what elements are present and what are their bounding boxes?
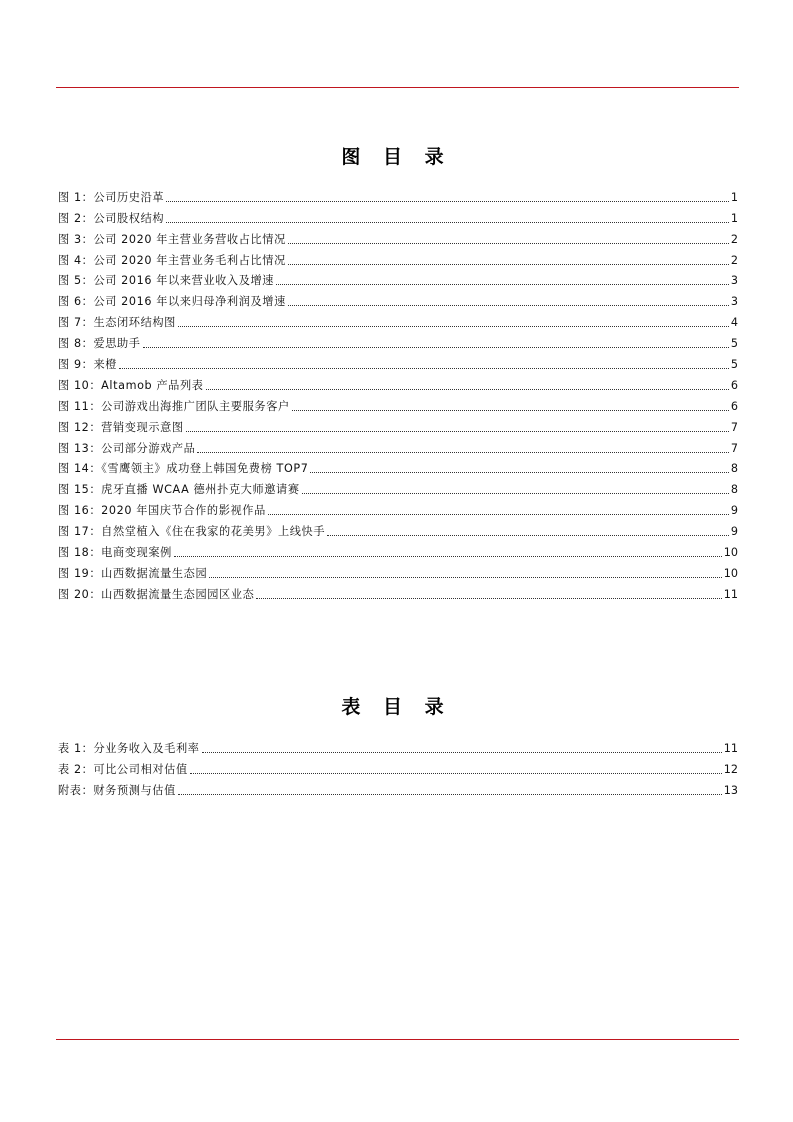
figure-entry-label: 图 10：Altamob 产品列表 bbox=[58, 378, 204, 392]
figure-entry[interactable] bbox=[58, 288, 738, 309]
dot-leader bbox=[288, 305, 729, 306]
tables-list bbox=[58, 735, 738, 798]
footer-rule bbox=[56, 1039, 739, 1040]
dot-leader bbox=[178, 794, 722, 795]
figure-entry[interactable] bbox=[58, 372, 738, 393]
dot-leader bbox=[119, 368, 729, 369]
table-entry-page-number: 11 bbox=[723, 741, 738, 755]
figure-entry-label: 图 20：山西数据流量生态园园区业态 bbox=[58, 587, 255, 601]
dot-leader bbox=[202, 752, 722, 753]
dot-leader bbox=[190, 773, 722, 774]
figure-entry-page-number: 1 bbox=[730, 211, 738, 225]
dot-leader bbox=[327, 535, 729, 536]
figure-entry-page-number: 1 bbox=[730, 190, 738, 204]
tables-heading: 表 目 录 bbox=[341, 696, 452, 718]
figure-entry-label: 图 8：爱思助手 bbox=[58, 337, 141, 351]
figure-entry[interactable] bbox=[58, 393, 738, 414]
dot-leader bbox=[178, 326, 729, 327]
table-entry-label: 表 2：可比公司相对估值 bbox=[58, 762, 188, 776]
figure-entry-label: 图 6：公司 2016 年以来归母净利润及增速 bbox=[58, 295, 286, 309]
dot-leader bbox=[166, 222, 729, 223]
figure-entry[interactable] bbox=[58, 560, 738, 581]
figure-entry-label: 图 19：山西数据流量生态园 bbox=[58, 566, 208, 580]
dot-leader bbox=[186, 431, 729, 432]
figure-entry-page-number: 5 bbox=[730, 358, 738, 372]
figure-entry[interactable] bbox=[58, 226, 738, 247]
figures-list bbox=[58, 184, 738, 602]
figure-entry[interactable] bbox=[58, 581, 738, 602]
figure-entry[interactable] bbox=[58, 309, 738, 330]
figure-entry-page-number: 4 bbox=[730, 316, 738, 330]
dot-leader bbox=[209, 577, 721, 578]
figure-entry[interactable] bbox=[58, 497, 738, 518]
figure-entry-page-number: 9 bbox=[730, 525, 738, 539]
table-entry-page-number: 12 bbox=[723, 762, 738, 776]
figure-entry-label: 图 13：公司部分游戏产品 bbox=[58, 441, 196, 455]
dot-leader bbox=[302, 493, 729, 494]
figure-entry-label: 图 12：营销变现示意图 bbox=[58, 420, 184, 434]
figure-entry[interactable] bbox=[58, 205, 738, 226]
table-entry-label: 附表：财务预测与估值 bbox=[58, 783, 176, 797]
figure-entry-label: 图 1：公司历史沿革 bbox=[58, 190, 165, 204]
dot-leader bbox=[166, 201, 729, 202]
figure-entry[interactable] bbox=[58, 268, 738, 289]
dot-leader bbox=[174, 556, 722, 557]
figure-entry-page-number: 5 bbox=[730, 337, 738, 351]
dot-leader bbox=[143, 347, 729, 348]
figure-entry-label: 图 9：来橙 bbox=[58, 358, 118, 372]
figure-entry[interactable] bbox=[58, 184, 738, 205]
figure-entry-page-number: 9 bbox=[730, 504, 738, 518]
figure-entry-label: 图 3：公司 2020 年主营业务营收占比情况 bbox=[58, 232, 286, 246]
figure-entry-page-number: 2 bbox=[730, 253, 738, 267]
dot-leader bbox=[256, 598, 721, 599]
dot-leader bbox=[197, 452, 728, 453]
dot-leader bbox=[268, 514, 729, 515]
table-entry[interactable] bbox=[58, 777, 738, 798]
figure-entry[interactable] bbox=[58, 330, 738, 351]
figure-entry[interactable] bbox=[58, 476, 738, 497]
dot-leader bbox=[276, 284, 729, 285]
dot-leader bbox=[288, 243, 729, 244]
figure-entry-page-number: 2 bbox=[730, 232, 738, 246]
figure-entry-page-number: 3 bbox=[730, 274, 738, 288]
dot-leader bbox=[288, 264, 729, 265]
figure-entry[interactable] bbox=[58, 435, 738, 456]
figure-entry[interactable] bbox=[58, 247, 738, 268]
figure-entry-page-number: 7 bbox=[730, 441, 738, 455]
figure-entry-page-number: 6 bbox=[730, 378, 738, 392]
figure-entry-label: 图 14：《雪鹰领主》成功登上韩国免费榜 TOP7 bbox=[58, 462, 309, 476]
figure-entry[interactable] bbox=[58, 456, 738, 477]
dot-leader bbox=[206, 389, 729, 390]
figure-entry[interactable] bbox=[58, 414, 738, 435]
figure-entry-page-number: 3 bbox=[730, 295, 738, 309]
figure-entry-page-number: 8 bbox=[730, 483, 738, 497]
figure-entry-page-number: 10 bbox=[723, 566, 738, 580]
figure-entry-label: 图 17：自然堂植入《住在我家的花美男》上线快手 bbox=[58, 525, 326, 539]
dot-leader bbox=[292, 410, 729, 411]
figure-entry-page-number: 11 bbox=[723, 587, 738, 601]
figures-heading: 图 目 录 bbox=[341, 146, 452, 168]
figure-entry-label: 图 7：生态闭环结构图 bbox=[58, 316, 176, 330]
table-entry[interactable] bbox=[58, 756, 738, 777]
header-rule bbox=[56, 87, 739, 88]
dot-leader bbox=[310, 472, 728, 473]
table-entry[interactable] bbox=[58, 735, 738, 756]
figure-entry[interactable] bbox=[58, 351, 738, 372]
table-entry-page-number: 13 bbox=[723, 783, 738, 797]
figure-entry-label: 图 5：公司 2016 年以来营业收入及增速 bbox=[58, 274, 275, 288]
figure-entry-label: 图 2：公司股权结构 bbox=[58, 211, 165, 225]
figure-entry[interactable] bbox=[58, 518, 738, 539]
figure-entry-label: 图 15：虎牙直播 WCAA 德州扑克大师邀请赛 bbox=[58, 483, 300, 497]
figure-entry-page-number: 10 bbox=[723, 546, 738, 560]
figure-entry-label: 图 18：电商变现案例 bbox=[58, 546, 172, 560]
figure-entry[interactable] bbox=[58, 539, 738, 560]
figure-entry-label: 图 16：2020 年国庆节合作的影视作品 bbox=[58, 504, 266, 518]
figure-entry-page-number: 8 bbox=[730, 462, 738, 476]
figure-entry-label: 图 11：公司游戏出海推广团队主要服务客户 bbox=[58, 399, 290, 413]
figure-entry-page-number: 7 bbox=[730, 420, 738, 434]
figure-entry-page-number: 6 bbox=[730, 399, 738, 413]
figure-entry-label: 图 4：公司 2020 年主营业务毛利占比情况 bbox=[58, 253, 286, 267]
table-entry-label: 表 1：分业务收入及毛利率 bbox=[58, 741, 200, 755]
